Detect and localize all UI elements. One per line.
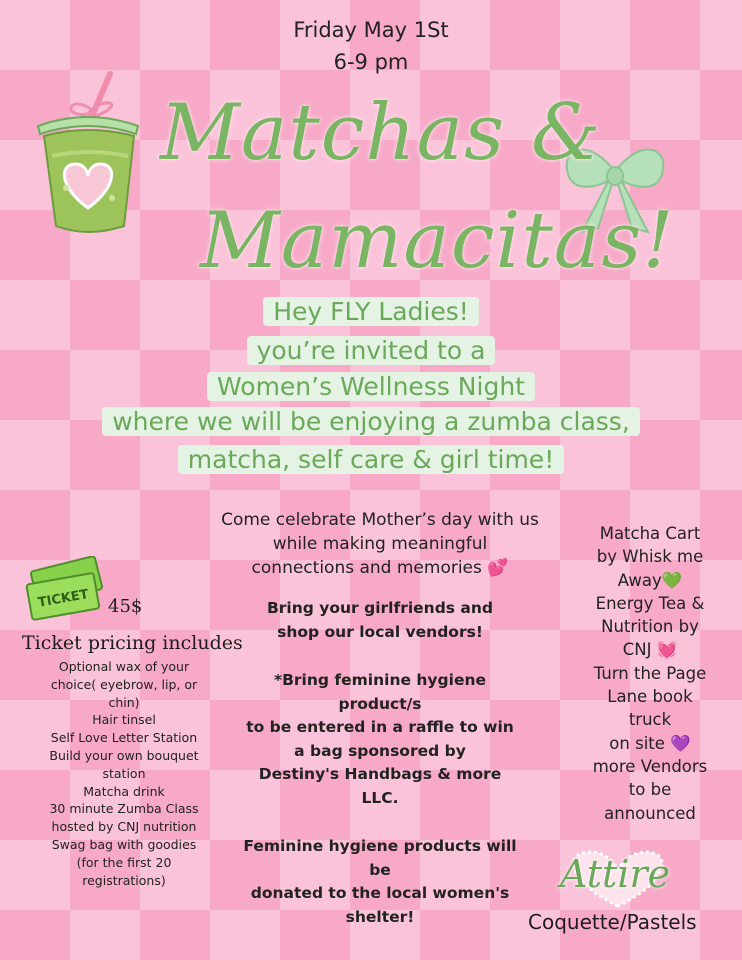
list-item: Build your own bouquet — [49, 747, 199, 763]
invite-text: you’re invited to a — [247, 336, 496, 365]
event-title-line2: Mamacitas! — [200, 196, 675, 286]
matcha-cup-icon — [30, 68, 150, 243]
invite-line-1 — [0, 294, 742, 329]
celebrate-text — [210, 508, 550, 580]
hygiene-line: *Bring feminine hygiene — [273, 671, 487, 689]
bring-line: Bring your girlfriends and — [266, 599, 494, 617]
list-item: Turn the Page — [593, 663, 707, 683]
list-item: Matcha Cart — [599, 524, 701, 543]
hygiene-line: product/s — [338, 694, 422, 713]
celebrate-line: connections and memories 💕 — [251, 558, 509, 578]
list-item: Self Love Letter Station — [50, 730, 198, 746]
ticket-icon — [22, 556, 108, 626]
list-item: Matcha drink — [83, 783, 165, 799]
list-item: on site 💜 — [609, 733, 691, 753]
list-item: Lane book — [607, 687, 693, 707]
hygiene-raffle-text — [230, 669, 530, 810]
invite-text: matcha, self care & girl time! — [178, 445, 564, 474]
donation-line: donated to the local women's — [250, 884, 510, 902]
list-item: (for the first 20 — [76, 854, 172, 870]
list-item: Swag bag with goodies — [51, 836, 197, 852]
list-item: Energy Tea & — [595, 593, 705, 613]
invite-line-2 — [0, 333, 742, 368]
donation-line: shelter! — [345, 907, 415, 926]
ticket-pricing-title: Ticket pricing includes — [22, 632, 243, 654]
celebrate-line: Come celebrate Mother’s day with us — [221, 510, 539, 530]
bring-girlfriends-text — [230, 597, 530, 644]
invite-text: Hey FLY Ladies! — [263, 297, 479, 326]
attire-label: Attire — [560, 852, 671, 896]
ticket-includes-list — [24, 658, 224, 889]
event-title-line1: Matchas & — [160, 88, 602, 178]
ticket-price: 45$ — [108, 596, 143, 617]
donation-line: Feminine hygiene products will — [243, 837, 517, 855]
list-item: Optional wax of your — [58, 659, 190, 674]
invite-line-4 — [0, 404, 742, 439]
invite-text: where we will be enjoying a zumba class, — [102, 407, 640, 436]
ticket-text: TICKET — [36, 587, 90, 611]
invite-line-3 — [0, 369, 742, 404]
hygiene-line: LLC. — [361, 788, 399, 807]
hygiene-line: to be entered in a raffle to win — [246, 718, 514, 736]
list-item: truck — [628, 710, 672, 730]
event-date: Friday May 1St — [293, 18, 449, 42]
list-item: announced — [604, 803, 696, 823]
list-item: station — [102, 765, 146, 781]
donation-line: be — [369, 860, 391, 879]
invite-line-5 — [0, 442, 742, 477]
list-item: CNJ 💓 — [622, 640, 678, 660]
list-item: registrations) — [82, 872, 166, 888]
vendors-list — [560, 522, 740, 825]
celebrate-line: while making meaningful — [272, 534, 488, 554]
list-item: chin) — [108, 694, 140, 710]
list-item: Away💚 — [617, 570, 683, 590]
list-item: Hair tinsel — [92, 712, 156, 728]
invite-text: Women’s Wellness Night — [207, 372, 535, 401]
bring-line: shop our local vendors! — [277, 622, 483, 641]
list-item: by Whisk me — [596, 547, 704, 567]
donation-text — [230, 835, 530, 929]
list-item: choice( eyebrow, lip, or — [50, 676, 198, 692]
event-time: 6-9 pm — [333, 50, 409, 74]
attire-value: Coquette/Pastels — [528, 910, 697, 934]
list-item: to be — [628, 780, 672, 800]
list-item: hosted by CNJ nutrition — [51, 819, 197, 835]
list-item: 30 minute Zumba Class — [49, 801, 199, 817]
hygiene-line: Destiny's Handbags & more — [258, 765, 502, 783]
list-item: more Vendors — [592, 756, 708, 776]
hygiene-line: a bag sponsored by — [294, 741, 466, 760]
list-item: Nutrition by — [601, 617, 699, 637]
